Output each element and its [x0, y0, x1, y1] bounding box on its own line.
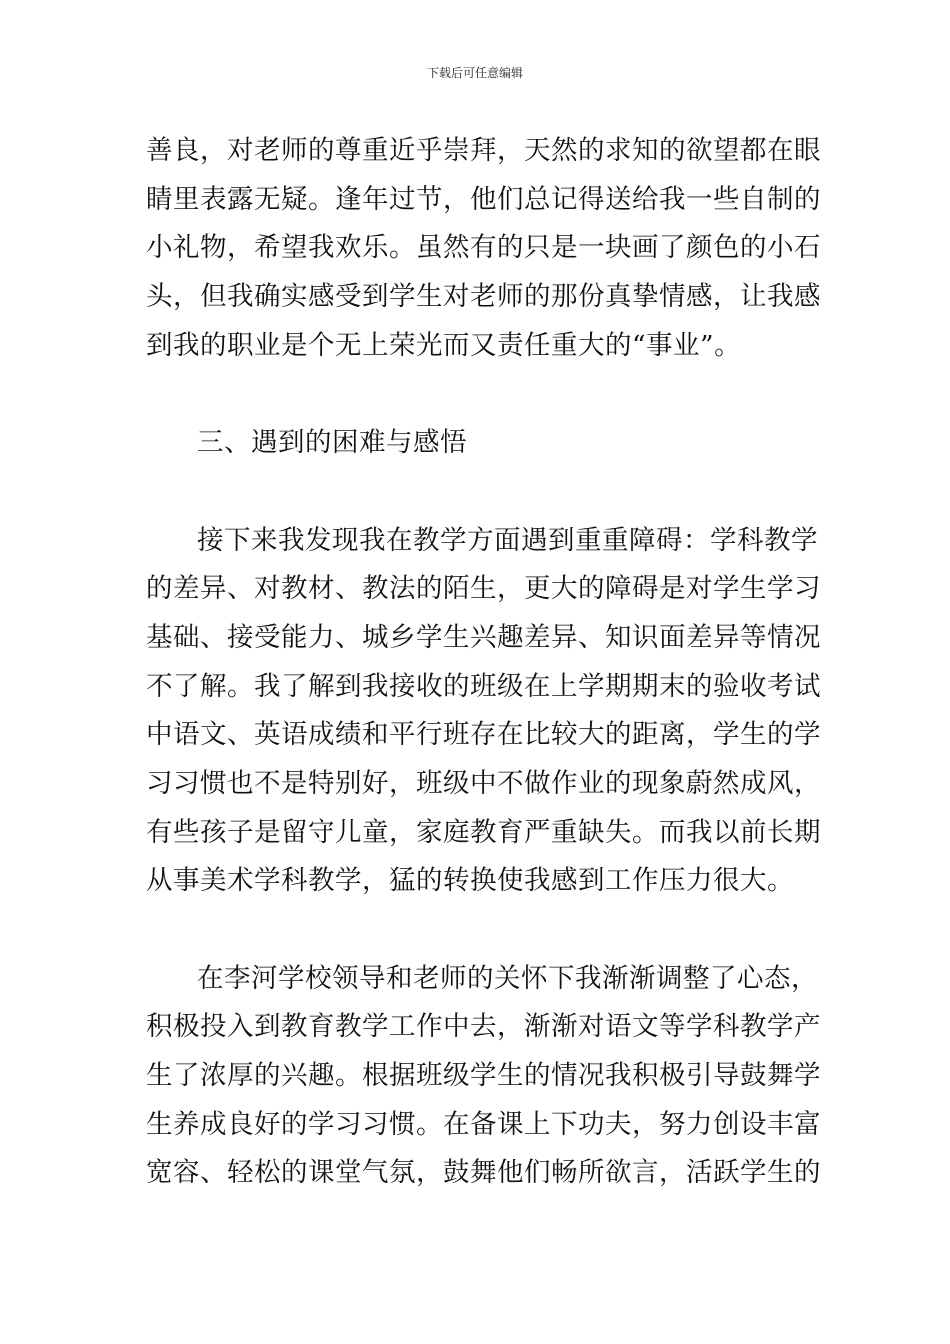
text-line: 到我的职业是个无上荣光而又责任重大的“事业”。	[146, 329, 742, 361]
text-line: 的差异、对教材、教法的陌生，更大的障碍是对学生学习	[146, 573, 821, 605]
text-line: 宽容、轻松的课堂气氛，鼓舞他们畅所欲言，活跃学生的	[146, 1157, 821, 1189]
text-line: 头，但我确实感受到学生对老师的那份真挚情感，让我感	[146, 281, 821, 313]
text-line: 习习惯也不是特别好，班级中不做作业的现象蔚然成风，	[146, 767, 821, 799]
text-line: 生了浓厚的兴趣。根据班级学生的情况我积极引导鼓舞学	[146, 1060, 821, 1092]
paragraph-gap	[146, 468, 810, 517]
text-line: 在李河学校领导和老师的关怀下我渐渐调整了心态，	[197, 962, 818, 994]
text-line: 生养成良好的学习习惯。在备课上下功夫，努力创设丰富	[146, 1108, 821, 1140]
text-line: 不了解。我了解到我接收的班级在上学期期末的验收考试	[146, 670, 821, 702]
paragraph-difficulties	[146, 517, 821, 907]
paragraph-gap	[146, 370, 810, 419]
section-heading	[146, 419, 810, 468]
paragraph-adjustment	[146, 955, 821, 1198]
text-line: 小礼物，希望我欢乐。虽然有的只是一块画了颜色的小石	[146, 232, 821, 264]
page-header: 下载后可任意编辑	[426, 66, 523, 80]
text-line: 睛里表露无疑。逢年过节，他们总记得送给我一些自制的	[146, 183, 821, 215]
text-line: 基础、接受能力、城乡学生兴趣差异、知识面差异等情况	[146, 621, 821, 653]
text-line: 善良，对老师的尊重近乎崇拜，天然的求知的欲望都在眼	[146, 135, 821, 166]
paragraph-students	[146, 127, 821, 370]
text-line: 接下来我发现我在教学方面遇到重重障碍：学科教学	[197, 524, 818, 556]
text-line: 积极投入到教育教学工作中去，渐渐对语文等学科教学产	[146, 1011, 821, 1043]
paragraph-gap	[146, 906, 810, 955]
text-line: 从事美术学科教学，猛的转换使我感到工作压力很大。	[146, 865, 794, 897]
section-heading-text: 三、遇到的困难与感悟	[197, 427, 467, 459]
document-body	[146, 127, 821, 1198]
text-line: 中语文、英语成绩和平行班存在比较大的距离，学生的学	[146, 719, 821, 751]
text-line: 有些孩子是留守儿童，家庭教育严重缺失。而我以前长期	[146, 816, 821, 848]
